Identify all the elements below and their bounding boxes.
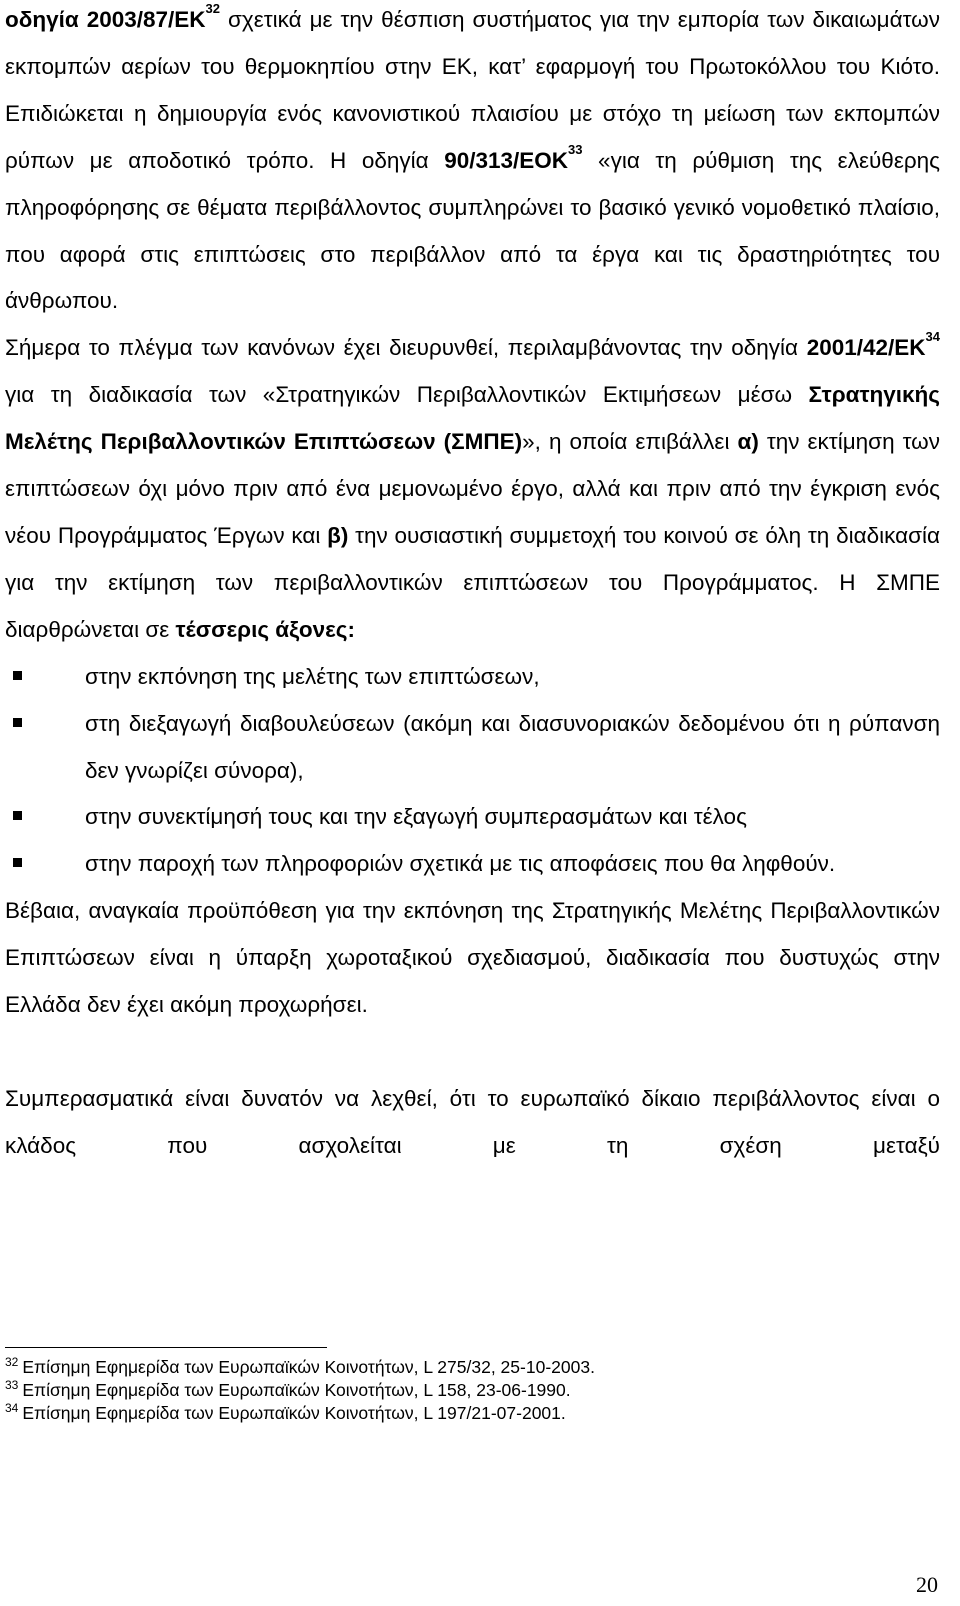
footnote-separator bbox=[5, 1347, 327, 1348]
list-item bbox=[5, 794, 940, 841]
footnote-number: 32 bbox=[5, 1355, 19, 1369]
square-bullet-icon bbox=[13, 811, 22, 820]
page-number: 20 bbox=[916, 1572, 938, 1597]
list-item-text: στην συνεκτίμησή τους και την εξαγωγή συμπερασμάτων και τέλος bbox=[85, 804, 747, 830]
footnote-ref: 34 bbox=[925, 329, 940, 345]
text-run: την ουσιαστική συμμετοχή του κοινού σε όλη τη διαδικασία για την εκτίμηση των περιβαλλοντικών επιπτώσεων του Προγράμματος. Η ΣΜΠΕ διαρθρώνεται σε bbox=[5, 522, 941, 642]
bold-phrase: Στρατηγικής Μελέτης Περιβαλλοντικών Επιπτώσεων (ΣΜΠΕ) bbox=[5, 382, 940, 455]
list-item bbox=[5, 654, 940, 701]
list-item-text: στη διεξαγωγή διαβουλεύσεων (ακόμη και διασυνοριακών δεδομένου ότι η ρύπανση δεν γνωρίζει σύνορα), bbox=[85, 710, 940, 783]
list-item bbox=[5, 841, 940, 888]
text-run: «για τη ρύθμιση της ελεύθερης πληροφόρησης σε θέματα περιβάλλοντος συμπληρώνει το βασικό γενικό νομοθετικό πλαίσιο, που αφορά στις επιπτώσεις στο περιβάλλον από τα έργα και τις δραστηριότητες του άνθρωπου. bbox=[5, 147, 941, 314]
footnote-ref: 33 bbox=[568, 141, 583, 157]
footnotes bbox=[5, 1356, 940, 1425]
footnote-text: Επίσημη Εφημερίδα των Ευρωπαϊκών Κοινοτήτων, L 197/21-07-2001. bbox=[22, 1403, 566, 1423]
text-run: την εκτίμηση των επιπτώσεων όχι μόνο πριν από ένα μεμονωμένο έργο, αλλά και πριν από την έγκριση ενός νέου Προγράμματος Έργων και bbox=[5, 429, 940, 548]
footnote-number: 33 bbox=[5, 1378, 19, 1392]
square-bullet-icon bbox=[13, 858, 22, 867]
text-run: για τη διαδικασία των «Στρατηγικών Περιβαλλοντικών Εκτιμήσεων μέσω bbox=[5, 382, 809, 408]
square-bullet-icon bbox=[13, 671, 22, 680]
paragraph-2 bbox=[5, 325, 940, 653]
square-bullet-icon bbox=[13, 718, 22, 727]
list-item bbox=[5, 701, 940, 795]
bold-phrase: τέσσερις άξονες: bbox=[175, 616, 355, 642]
footnote-number: 34 bbox=[5, 1401, 19, 1415]
footnote bbox=[5, 1356, 940, 1379]
axes-list bbox=[5, 654, 940, 889]
text-run: », η οποία επιβάλλει bbox=[522, 429, 738, 455]
paragraph-4: Συμπερασματικά είναι δυνατόν να λεχθεί, ότι το ευρωπαϊκό δίκαιο περιβάλλοντος είναι ο κλάδος που ασχολείται με τη σχέση μεταξύ bbox=[5, 1085, 940, 1158]
list-item-text: στην παροχή των πληροφοριών σχετικά με τις αποφάσεις που θα ληφθούν. bbox=[85, 851, 836, 877]
directive-ref: 2001/42/ΕΚ bbox=[806, 335, 926, 361]
paragraph-1 bbox=[5, 0, 940, 325]
bold-phrase: α) bbox=[737, 429, 759, 455]
footnote-text: Επίσημη Εφημερίδα των Ευρωπαϊκών Κοινοτήτων, L 158, 23-06-1990. bbox=[22, 1380, 571, 1400]
text-run: Σήμερα το πλέγμα των κανόνων έχει διευρυνθεί, περιλαμβάνοντας την οδηγία bbox=[5, 335, 807, 361]
list-item-text: στην εκπόνηση της μελέτης των επιπτώσεων, bbox=[85, 663, 540, 689]
paragraph-gap bbox=[5, 1029, 940, 1076]
footnote bbox=[5, 1402, 940, 1425]
footnote bbox=[5, 1379, 940, 1402]
document-page bbox=[5, 0, 940, 1170]
footnote-text: Επίσημη Εφημερίδα των Ευρωπαϊκών Κοινοτήτων, L 275/32, 25-10-2003. bbox=[22, 1357, 595, 1377]
bold-phrase: β) bbox=[327, 522, 349, 548]
footnote-ref: 32 bbox=[205, 1, 221, 16]
paragraph-3: Βέβαια, αναγκαία προϋπόθεση για την εκπόνηση της Στρατηγικής Μελέτης Περιβαλλοντικών Επιπτώσεων είναι η ύπαρξη χωροταξικού σχεδιασμού, διαδικασία που δυστυχώς στην Ελλάδα δεν έχει ακόμη προχωρήσει. bbox=[5, 898, 940, 1018]
directive-ref: 90/313/ΕΟΚ bbox=[444, 147, 569, 173]
text-run: σχετικά με την θέσπιση συστήματος για την εμπορία των δικαιωμάτων εκπομπών αερίων του θερμοκηπίου στην ΕΚ, κατ’ εφαρμογή του Πρωτοκόλλου του Κιότο. Επιδιώκεται η δημιουργία ενός κανονιστικού πλαισίου με στόχο τη μείωση των εκπομπών ρύπων με αποδοτικό τρόπο. Η οδηγία bbox=[5, 7, 940, 173]
directive-ref: οδηγία 2003/87/ΕΚ bbox=[5, 7, 206, 32]
